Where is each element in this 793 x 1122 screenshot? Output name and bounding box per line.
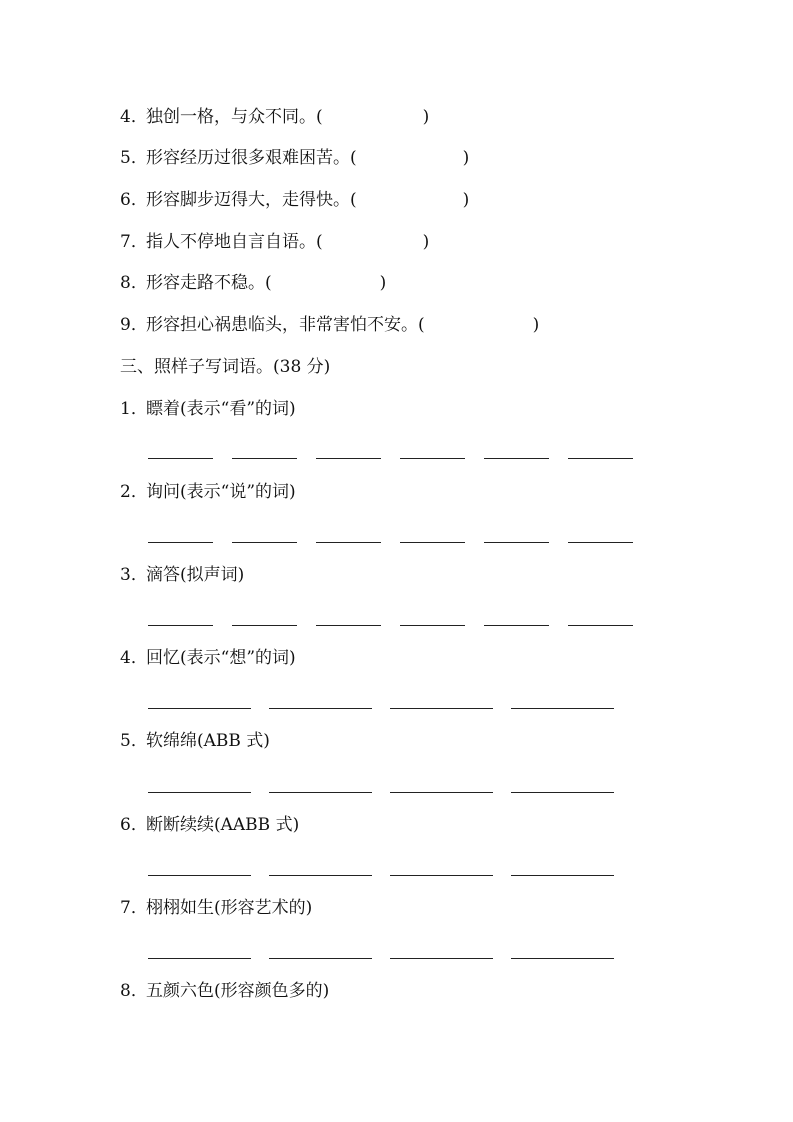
answer-line[interactable] xyxy=(400,542,465,543)
answer-line[interactable] xyxy=(316,625,381,626)
item-number: 1． xyxy=(120,399,148,419)
question-item xyxy=(120,398,296,420)
question-item xyxy=(120,564,244,586)
answer-line[interactable] xyxy=(511,875,614,876)
answer-line[interactable] xyxy=(148,708,251,709)
answer-line[interactable] xyxy=(232,542,297,543)
answer-line[interactable] xyxy=(148,625,213,626)
answer-line[interactable] xyxy=(511,958,614,959)
item-text: 瞟着(表示“看”的词) xyxy=(146,399,296,419)
item-text: 五颜六色(形容颜色多的) xyxy=(146,981,330,1001)
answer-line[interactable] xyxy=(232,625,297,626)
item-text: 断断续续(AABB 式) xyxy=(146,815,300,835)
item-number: 4． xyxy=(120,107,148,127)
answer-line[interactable] xyxy=(390,708,493,709)
answer-line[interactable] xyxy=(400,458,465,459)
question-item xyxy=(120,897,312,919)
answer-line[interactable] xyxy=(232,458,297,459)
item-text: 栩栩如生(形容艺术的) xyxy=(146,898,313,918)
answer-line[interactable] xyxy=(511,792,614,793)
question-item xyxy=(120,314,539,336)
item-text: 询问(表示“说”的词) xyxy=(146,482,296,502)
item-text: 指人不停地自言自语。( xyxy=(146,232,323,252)
answer-line[interactable] xyxy=(511,708,614,709)
answer-line[interactable] xyxy=(484,542,549,543)
answer-line[interactable] xyxy=(269,875,372,876)
answer-line[interactable] xyxy=(148,792,251,793)
answer-line[interactable] xyxy=(148,458,213,459)
answer-line[interactable] xyxy=(390,958,493,959)
item-text: 形容担心祸患临头，非常害怕不安。( xyxy=(146,315,425,335)
item-text: 形容经历过很多艰难困苦。( xyxy=(146,148,357,168)
question-item xyxy=(120,231,429,253)
answer-line[interactable] xyxy=(316,458,381,459)
answer-line[interactable] xyxy=(390,875,493,876)
answer-line[interactable] xyxy=(269,792,372,793)
item-text: 软绵绵(ABB 式) xyxy=(146,731,270,751)
item-number: 4． xyxy=(120,648,148,668)
item-number: 8． xyxy=(120,273,148,293)
item-number: 9． xyxy=(120,315,148,335)
answer-line[interactable] xyxy=(390,792,493,793)
question-item xyxy=(120,272,386,294)
answer-line[interactable] xyxy=(568,625,633,626)
item-text: 形容走路不稳。( xyxy=(146,273,272,293)
item-number: 8． xyxy=(120,981,148,1001)
item-number: 5． xyxy=(120,148,148,168)
question-item xyxy=(120,189,469,211)
item-number: 7． xyxy=(120,898,148,918)
question-item xyxy=(120,147,469,169)
close-paren: ) xyxy=(462,190,470,210)
close-paren: ) xyxy=(379,273,387,293)
close-paren: ) xyxy=(462,148,470,168)
answer-line[interactable] xyxy=(400,625,465,626)
question-item xyxy=(120,814,299,836)
question-item xyxy=(120,481,296,503)
answer-line[interactable] xyxy=(269,708,372,709)
answer-line[interactable] xyxy=(269,958,372,959)
answer-line[interactable] xyxy=(148,958,251,959)
item-text: 独创一格，与众不同。( xyxy=(146,107,323,127)
item-number: 2． xyxy=(120,482,148,502)
question-item xyxy=(120,730,270,752)
item-number: 3． xyxy=(120,565,148,585)
question-item xyxy=(120,647,296,669)
item-text: 滴答(拟声词) xyxy=(146,565,245,585)
answer-line[interactable] xyxy=(484,625,549,626)
item-number: 6． xyxy=(120,190,148,210)
answer-line[interactable] xyxy=(568,458,633,459)
question-item xyxy=(120,106,429,128)
close-paren: ) xyxy=(532,315,540,335)
question-item xyxy=(120,980,329,1002)
item-text: 形容脚步迈得大，走得快。( xyxy=(146,190,357,210)
item-number: 6． xyxy=(120,815,148,835)
answer-line[interactable] xyxy=(148,542,213,543)
item-text: 回忆(表示“想”的词) xyxy=(146,648,296,668)
answer-line[interactable] xyxy=(568,542,633,543)
section-title: 三、照样子写词语。(38 分) xyxy=(120,357,331,377)
answer-line[interactable] xyxy=(148,875,251,876)
close-paren: ) xyxy=(422,107,430,127)
item-number: 7． xyxy=(120,232,148,252)
answer-line[interactable] xyxy=(484,458,549,459)
item-number: 5． xyxy=(120,731,148,751)
answer-line[interactable] xyxy=(316,542,381,543)
close-paren: ) xyxy=(422,232,430,252)
